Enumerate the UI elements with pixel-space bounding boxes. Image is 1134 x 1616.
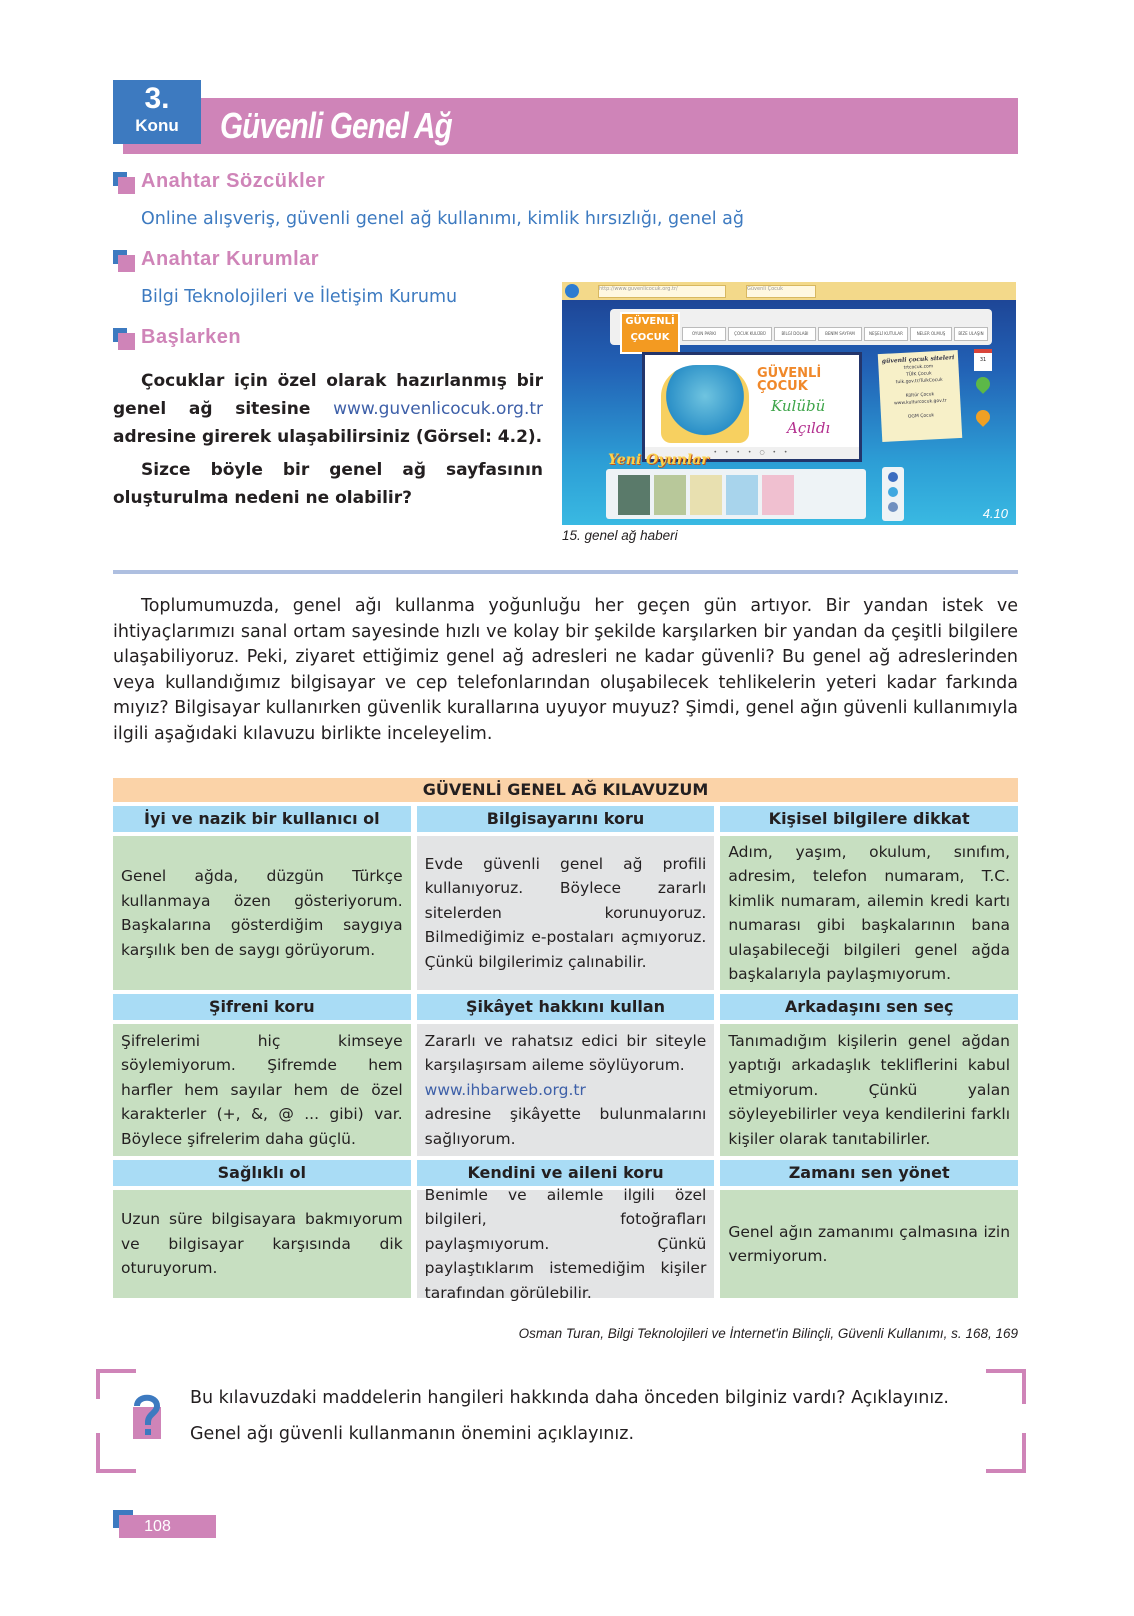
- bracket-bottom-right: [1022, 1433, 1026, 1473]
- game-thumbnail: [654, 475, 686, 515]
- table-cell: Adım, yaşım, okulum, sınıfım, adresim, telefon numaram, T.C. kimlik numaram, ailemin kredi kartı numarası gibi başkalarının bana ulaşabileceği bilgileri genel ağda başkalarıyla paylaşmıyorum.: [720, 836, 1018, 990]
- site-logo: GÜVENLİ ÇOCUK: [620, 312, 680, 354]
- table-cell: Şifrelerimi hiç kimseye söylemiyorum. Şifremde hem harfler hem sayılar hem de özel karakterler (+, &, @ ... gibi) var. Böylece şifrelerim daha güçlü.: [113, 1024, 411, 1156]
- calendar-icon: 31: [974, 349, 992, 371]
- table-cell: Uzun süre bilgisayara bakmıyorum ve bilgisayar karşısında dik oturuyorum.: [113, 1190, 411, 1298]
- location-pin-icon: [973, 374, 993, 394]
- browser-url: http://www.guvenlicocuk.org.tr/: [598, 285, 726, 298]
- new-games-title: Yeni Oyunlar: [608, 452, 709, 468]
- keywords-text: Online alışveriş, güvenli genel ağ kullanımı, kimlik hırsızlığı, genel ağ: [141, 209, 744, 229]
- site-banner: [642, 352, 862, 462]
- section-title: Başlarken: [141, 326, 242, 348]
- website-screenshot-figure: [562, 282, 1016, 525]
- location-pin-icon: [973, 407, 993, 427]
- banner-subtitle: Kulübü: [771, 397, 826, 415]
- safe-sites-note: güvenli çocuk siteleri trtcocuk.com TÜİK Çocuk tuik.gov.tr/TuikCocuk Kültür Çocuk www.kulturcocuk.gov.tr OGM Çocuk: [878, 350, 962, 442]
- body-paragraph: Toplumumuzda, genel ağı kullanma yoğunluğu her geçen gün artıyor. Bir yandan istek ve ihtiyaçlarımızı sanal ortam sayesinde hızlı ve kolay bir şekilde karşılarken bir yandan da çeşitli bilgilere ulaşabiliyoruz. Peki, ziyaret ettiğimiz genel ağ adresleri ne kadar güvenli? Bu genel ağ adreslerinden veya kullandığımız bilgisayar ve cep telefonlarından oluşabilecek tehlikelerin yeteri kadar farkında mıyız? Bilgisayar kullanırken güvenlik kurallarına uyuyor muyuz? Şimdi, genel ağın güvenli kullanımıyla ilgili aşağıdaki kılavuzu birlikte inceleyelim.: [113, 596, 1018, 744]
- table-reference: Osman Turan, Bilgi Teknolojileri ve İnternet'in Bilinçli, Güvenli Kullanımı, s. 168, 169: [518, 1326, 1018, 1341]
- konu-number: 3.: [144, 82, 170, 115]
- table-header-row: [113, 994, 1018, 1020]
- guide-table-title: GÜVENLİ GENEL AĞ KILAVUZUM: [113, 778, 1018, 802]
- table-cell: Zararlı ve rahatsız edici bir siteyle karşılaşırsam aileme söylüyorum. www.ihbarweb.org.tr adresine şikâyette bulunmalarını sağlıyorum.: [417, 1024, 715, 1156]
- konu-label: Konu: [135, 116, 179, 135]
- site-nav-item: BİZE ULAŞIN: [954, 327, 988, 341]
- share-icon: [888, 502, 898, 512]
- table-header-cell: Kendini ve aileni koru: [417, 1160, 715, 1186]
- game-thumbnail: [618, 475, 650, 515]
- table-cell: Genel ağın zamanımı çalmasına izin vermiyorum.: [720, 1190, 1018, 1298]
- table-row: [113, 1024, 1018, 1156]
- site-nav-item: NELER OLMUŞ: [910, 327, 952, 341]
- twitter-icon: [888, 487, 898, 497]
- guvenlicocuk-link[interactable]: www.guvenlicocuk.org.tr: [333, 399, 543, 419]
- bracket-top-left: [96, 1369, 100, 1399]
- table-header-cell: Sağlıklı ol: [113, 1160, 411, 1186]
- page-title: Güvenli Genel Ağ: [220, 105, 452, 146]
- section-marker-icon: [113, 250, 135, 270]
- game-thumbnail: [726, 475, 758, 515]
- site-nav-item: NEŞELİ KUTULAR: [864, 327, 908, 341]
- mascot-illustration: [661, 365, 749, 443]
- back-arrow-icon: [565, 284, 579, 298]
- bracket-top-right: [1022, 1369, 1026, 1404]
- section-title: Anahtar Sözcükler: [141, 170, 326, 192]
- facebook-icon: [888, 472, 898, 482]
- slider-dots: • • • • ○ • •: [645, 447, 859, 459]
- site-nav-item: OYUN PARKI: [682, 327, 726, 341]
- page-number: 108: [119, 1515, 216, 1538]
- table-cell: Evde güvenli genel ağ profili kullanıyoruz. Böylece zararlı sitelerden korunuyoruz. Bilmediğimiz e-postaları açmıyoruz. Çünkü bilgilerimiz çalınabilir.: [417, 836, 715, 990]
- banner-title: GÜVENLİ ÇOCUK: [757, 366, 822, 394]
- konu-badge: [113, 80, 201, 144]
- table-row: [113, 1185, 1018, 1302]
- browser-tab: Güvenli Çocuk: [746, 285, 816, 298]
- question-mark-icon: [133, 1393, 161, 1439]
- table-header-cell: Arkadaşını sen seç: [720, 994, 1018, 1020]
- section-marker-icon: [113, 172, 135, 192]
- ihbarweb-link[interactable]: www.ihbarweb.org.tr: [424, 1080, 586, 1099]
- section-divider: [113, 570, 1018, 574]
- table-row: [113, 836, 1018, 990]
- guide-table: [113, 778, 1018, 1302]
- figure-number: 4.10: [982, 506, 1008, 521]
- section-title: Anahtar Kurumlar: [141, 248, 320, 270]
- table-header-cell: Zamanı sen yönet: [720, 1160, 1018, 1186]
- table-cell: Genel ağda, düzgün Türkçe kullanmaya özen gösteriyorum. Başkalarına gösterdiğim saygıya karşılık ben de saygı görüyorum.: [113, 836, 411, 990]
- institutions-text: Bilgi Teknolojileri ve İletişim Kurumu: [141, 287, 458, 307]
- site-nav-item: BİLGİ DOLABI: [774, 327, 816, 341]
- table-header-cell: Şikâyet hakkını kullan: [417, 994, 715, 1020]
- game-thumbnail: [762, 475, 794, 515]
- banner-subtitle: Açıldı: [787, 419, 831, 437]
- table-cell: Tanımadığım kişilerin genel ağdan yaptığı arkadaşlık tekliflerini kabul etmiyorum. Çünkü yalan söyleyebilirler veya kendilerini farklı kişiler olarak tanıtabilirler.: [720, 1024, 1018, 1156]
- table-header-row: [113, 806, 1018, 832]
- site-nav-item: BENİM SAYFAM: [818, 327, 862, 341]
- bracket-bottom-left: [96, 1433, 100, 1473]
- table-header-cell: İyi ve nazik bir kullanıcı ol: [113, 806, 411, 832]
- intro-paragraph-1: Çocuklar için özel olarak hazırlanmış bir genel ağ sitesine www.guvenlicocuk.org.tr adresine girerek ulaşabilirsiniz (Görsel: 4.2).: [113, 371, 543, 447]
- intro-paragraph-2: Sizce böyle bir genel ağ sayfasının oluşturulma nedeni ne olabilir?: [113, 460, 543, 508]
- table-header-cell: Bilgisayarını koru: [417, 806, 715, 832]
- table-header-cell: Şifreni koru: [113, 994, 411, 1020]
- intro-text: [113, 367, 543, 517]
- question-text: Bu kılavuzdaki maddelerin hangileri hakkında daha önceden bilginiz vardı? Açıklayınız. Genel ağı güvenli kullanmanın önemini açıklayınız.: [190, 1388, 949, 1444]
- figure-caption: 15. genel ağ haberi: [562, 528, 678, 543]
- site-nav-item: ÇOCUK KULÜBÜ: [728, 327, 772, 341]
- table-cell: Benimle ve ailemle ilgili özel bilgileri, fotoğrafları paylaşmıyorum. Çünkü paylaştıklarım istemediğim kişiler tarafından görülebilir.: [417, 1190, 715, 1298]
- game-thumbnail: [690, 475, 722, 515]
- section-marker-icon: [113, 328, 135, 348]
- table-header-cell: Kişisel bilgilere dikkat: [720, 806, 1018, 832]
